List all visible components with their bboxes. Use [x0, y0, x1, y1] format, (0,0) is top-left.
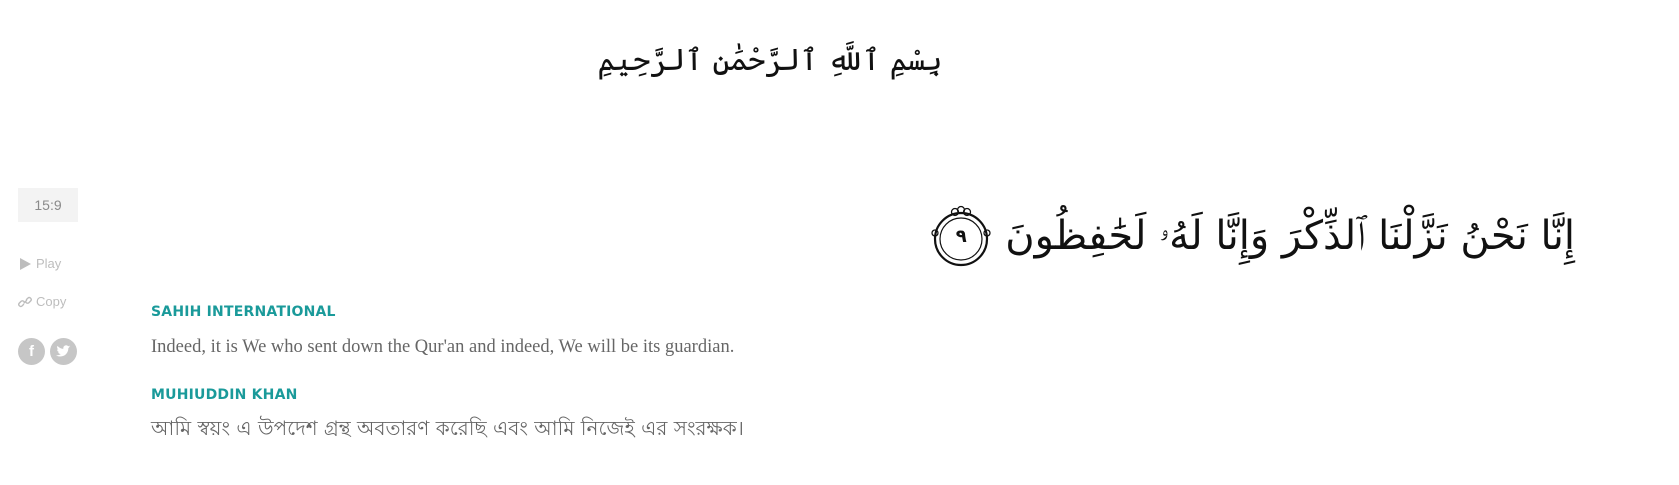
translation-text-sahih: Indeed, it is We who sent down the Qur'an and indeed, We will be its guardian.: [151, 337, 735, 357]
link-icon: [18, 295, 32, 309]
play-button[interactable]: [18, 256, 61, 271]
ayah-number: ٩: [955, 225, 967, 247]
translation-text-muhiuddin: আমি স্বয়ং এ উপদেশ গ্রন্থ অবতারণ করেছি এবং আমি নিজেই এর সংরক্ষক।: [151, 416, 744, 440]
bismillah-header: [560, 30, 980, 90]
translation-name-muhiuddin: MUHIUDDIN KHAN: [151, 387, 298, 403]
twitter-icon[interactable]: [50, 338, 77, 365]
ayah-end-marker: [929, 205, 993, 267]
play-label: Play: [36, 256, 62, 271]
arabic-verse: [929, 200, 1575, 272]
copy-button[interactable]: [18, 294, 66, 309]
verse-key-badge[interactable]: 15:9: [18, 188, 78, 222]
copy-label: Copy: [36, 294, 67, 309]
play-icon: [18, 257, 32, 271]
arabic-verse-text: إِنَّا نَحْنُ نَزَّلْنَا ٱلذِّكْرَ وَإِنَّا لَهُۥ لَحَٰفِظُونَ: [1005, 213, 1575, 259]
bismillah-text: بِسْمِ ٱللَّهِ ٱلرَّحْمَٰنِ ٱلرَّحِيمِ: [597, 42, 943, 78]
translation-name-sahih: SAHIH INTERNATIONAL: [151, 304, 336, 320]
facebook-icon[interactable]: f: [18, 338, 45, 365]
